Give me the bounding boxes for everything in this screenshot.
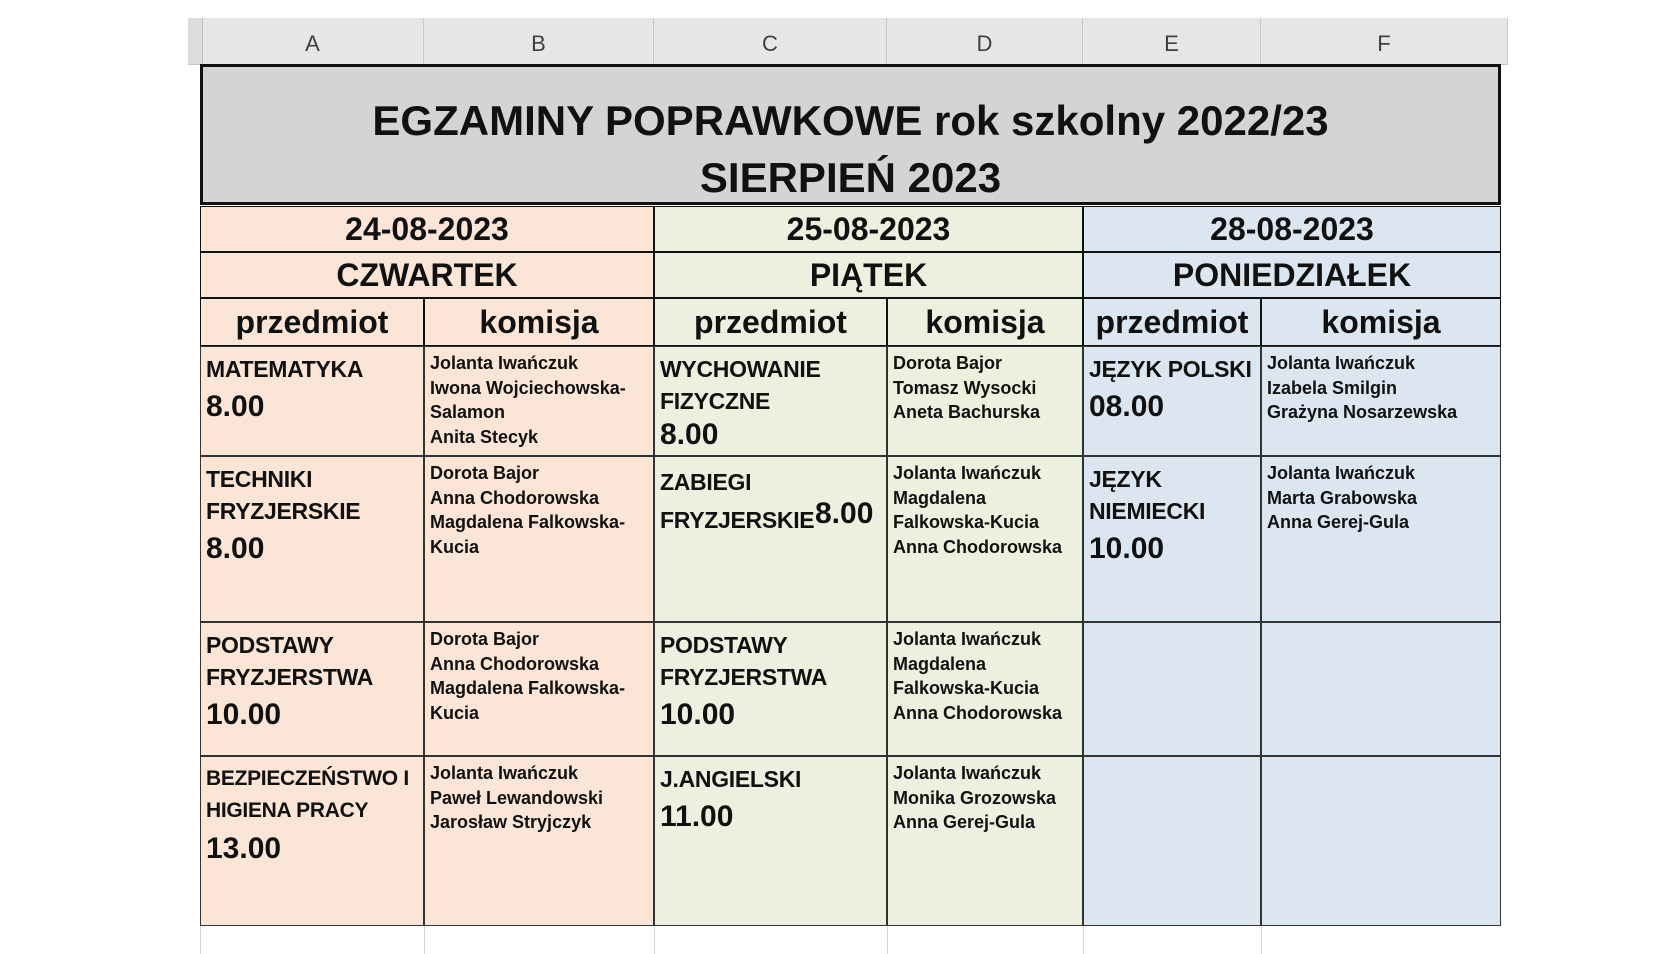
exam-time: 10.00 (660, 698, 736, 731)
exam-subject-cell[interactable] (654, 346, 887, 456)
committee-member: Izabela Smilgin (1267, 377, 1398, 398)
exam-subject-cell[interactable] (200, 622, 424, 756)
committee-header-day1[interactable]: komisja (424, 298, 654, 346)
exam-time: 8.00 (206, 390, 265, 423)
column-header-b[interactable]: B (424, 18, 654, 64)
column-header-bar (188, 18, 1508, 65)
column-header-a[interactable]: A (202, 18, 424, 64)
title-line-2: SIERPIEŃ 2023 (699, 154, 1002, 201)
committee-member: Jolanta Iwańczuk (893, 763, 1042, 783)
committee-header-day3[interactable]: komisja (1261, 298, 1501, 346)
exam-subject-name: MATEMATYKA (206, 356, 364, 382)
select-all-corner[interactable] (188, 18, 203, 64)
empty-cell[interactable] (1261, 622, 1501, 756)
exam-subject-name: JĘZYK POLSKI (1089, 356, 1252, 382)
exam-committee-cell[interactable] (887, 756, 1083, 926)
exam-committee-cell[interactable] (424, 756, 654, 926)
committee-member: Iwona Wojciechowska- (430, 377, 626, 398)
committee-member: Jolanta Iwańczuk (893, 463, 1042, 483)
committee-member: Falkowska-Kucia (893, 512, 1040, 532)
exam-subject-name: J.ANGIELSKI (660, 766, 802, 792)
committee-member: Salamon (430, 402, 506, 422)
committee-member: Grażyna Nosarzewska (1267, 402, 1458, 422)
exam-subject-cell[interactable] (200, 456, 424, 622)
empty-cell[interactable] (1083, 622, 1261, 756)
exam-subject-name: JĘZYK NIEMIECKI (1089, 466, 1206, 524)
committee-member: Anita Stecyk (430, 426, 539, 447)
column-header-e[interactable]: E (1083, 18, 1261, 64)
subject-header-day1[interactable]: przedmiot (200, 298, 424, 346)
exam-time: 11.00 (660, 800, 734, 833)
weekday-cell-day3[interactable]: PONIEDZIAŁEK (1083, 252, 1501, 298)
exam-subject-name: PODSTAWY FRYZJERSTWA (206, 632, 374, 690)
committee-member: Marta Grabowska (1267, 487, 1418, 508)
committee-member: Falkowska-Kucia (893, 678, 1040, 698)
exam-subject-name: ZABIEGI FRYZJERSKIE (660, 469, 815, 533)
exam-time: 10.00 (206, 698, 282, 731)
committee-member: Anna Chodorowska (893, 702, 1063, 723)
exam-subject-name: PODSTAWY FRYZJERSTWA (660, 632, 828, 690)
exam-time: 13.00 (206, 832, 282, 865)
column-header-f[interactable]: F (1261, 18, 1508, 64)
committee-member: Anna Chodorowska (893, 536, 1063, 557)
committee-member: Anna Gerej-Gula (893, 812, 1036, 832)
committee-member: Jolanta Iwańczuk (1267, 463, 1416, 483)
committee-member: Anna Gerej-Gula (1267, 512, 1410, 532)
committee-member: Dorota Bajor (430, 463, 540, 483)
exam-committee-cell[interactable] (424, 456, 654, 622)
date-cell-day2[interactable]: 25-08-2023 (654, 206, 1083, 252)
exam-subject-cell[interactable] (1083, 346, 1261, 456)
empty-grid-row[interactable] (188, 926, 1508, 954)
committee-member: Magdalena Falkowska- (430, 678, 626, 698)
exam-time: 08.00 (1089, 390, 1165, 423)
column-header-d[interactable]: D (887, 18, 1083, 64)
exam-committee-cell[interactable] (887, 346, 1083, 456)
committee-member: Anna Chodorowska (430, 487, 600, 508)
committee-header-day2[interactable]: komisja (887, 298, 1083, 346)
exam-subject-cell[interactable] (1083, 456, 1261, 622)
subject-header-day3[interactable]: przedmiot (1083, 298, 1261, 346)
committee-member: Aneta Bachurska (893, 402, 1041, 422)
exam-time: 8.00 (660, 418, 719, 451)
exam-subject-cell[interactable] (654, 622, 887, 756)
committee-member: Dorota Bajor (430, 629, 540, 649)
empty-cell[interactable] (1261, 756, 1501, 926)
committee-member: Jolanta Iwańczuk (893, 629, 1042, 649)
committee-member: Jolanta Iwańczuk (430, 353, 579, 373)
exam-time: 10.00 (1089, 532, 1165, 565)
committee-member: Magdalena (893, 487, 987, 508)
committee-member: Jarosław Stryjczyk (430, 812, 592, 832)
committee-member: Dorota Bajor (893, 353, 1003, 373)
committee-member: Jolanta Iwańczuk (430, 763, 579, 783)
subject-header-day2[interactable]: przedmiot (654, 298, 887, 346)
exam-committee-cell[interactable] (1261, 346, 1501, 456)
committee-member: Paweł Lewandowski (430, 787, 604, 808)
committee-member: Tomasz Wysocki (893, 377, 1037, 398)
exam-time: 8.00 (206, 532, 265, 565)
exam-subject-cell[interactable] (200, 346, 424, 456)
date-cell-day3[interactable]: 28-08-2023 (1083, 206, 1501, 252)
committee-member: Magdalena (893, 653, 987, 674)
exam-time: 8.00 (815, 497, 874, 530)
exam-subject-cell[interactable] (200, 756, 424, 926)
exam-committee-cell[interactable] (424, 346, 654, 456)
exam-committee-cell[interactable] (887, 456, 1083, 622)
spreadsheet (188, 18, 1508, 954)
exam-subject-cell[interactable] (654, 756, 887, 926)
column-header-c[interactable]: C (654, 18, 887, 64)
exam-committee-cell[interactable] (1261, 456, 1501, 622)
empty-cell[interactable] (1083, 756, 1261, 926)
weekday-cell-day2[interactable]: PIĄTEK (654, 252, 1083, 298)
committee-member: Kucia (430, 536, 480, 557)
committee-member: Magdalena Falkowska- (430, 512, 626, 532)
title-line-1: EGZAMINY POPRAWKOWE rok szkolny 2022/23 (372, 97, 1329, 144)
weekday-cell-day1[interactable]: CZWARTEK (200, 252, 654, 298)
exam-committee-cell[interactable] (887, 622, 1083, 756)
sheet-title-cell[interactable] (200, 64, 1501, 205)
exam-subject-cell[interactable] (654, 456, 887, 622)
exam-subject-name: BEZPIECZEŃSTWO I HIGIENA PRACY (206, 767, 409, 822)
exam-subject-name: WYCHOWANIE FIZYCZNE (660, 356, 821, 414)
committee-member: Anna Chodorowska (430, 653, 600, 674)
date-cell-day1[interactable]: 24-08-2023 (200, 206, 654, 252)
committee-member: Jolanta Iwańczuk (1267, 353, 1416, 373)
exam-subject-name: TECHNIKI FRYZJERSKIE (206, 466, 361, 524)
exam-committee-cell[interactable] (424, 622, 654, 756)
committee-member: Kucia (430, 702, 480, 723)
committee-member: Monika Grozowska (893, 787, 1057, 808)
